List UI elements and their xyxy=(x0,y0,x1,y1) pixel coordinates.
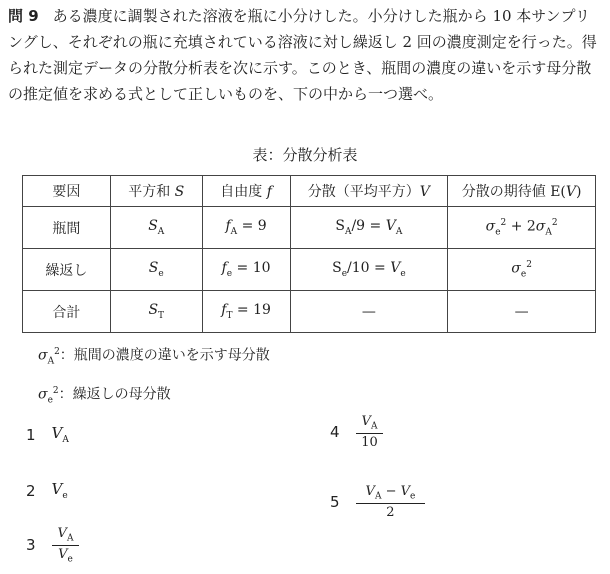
choice-number: 3 xyxy=(26,536,36,555)
notes xyxy=(38,337,270,416)
ems-cell: $\sigma_e^2$ xyxy=(448,249,596,291)
table-caption: 表：分散分析表 xyxy=(252,146,358,164)
header-expected-mean-square: 分散の期待値 E(V) xyxy=(448,176,596,207)
question-text: ある濃度に調製された溶液を瓶に小分けした。小分けした瓶から 10 本サンプリングし、それぞれの瓶に充填されている溶液に対し繰返し 2 回の濃度測定を行った。得られた測定データの分散分析表を次に示す。このとき、瓶間の濃度の違いを示す母分散の推定値を求める式として正しいものを、下の中から一つ選べ。 xyxy=(8,7,597,103)
table-row xyxy=(23,291,596,333)
choice-1[interactable] xyxy=(26,424,69,445)
ems-cell: — xyxy=(448,291,596,333)
choice-number: 4 xyxy=(330,422,340,441)
header-sum-of-squares: 平方和 S xyxy=(110,176,202,207)
ems-cell: $\sigma_e^2 + 2\sigma_A^2$ xyxy=(448,207,596,249)
choice-expression: $V_e$ xyxy=(51,480,68,501)
df-cell: $f_A = 9$ xyxy=(202,207,290,249)
question-block xyxy=(8,3,602,107)
ss-cell: $S_A$ xyxy=(110,207,202,249)
factor-cell: 繰返し xyxy=(23,249,111,291)
choice-fraction: $\frac{V_A}{10}$ xyxy=(356,414,384,450)
header-factor: 要因 xyxy=(23,176,111,207)
factor-cell: 瓶間 xyxy=(23,207,111,249)
table-header-row xyxy=(23,176,596,207)
table-row xyxy=(23,249,596,291)
table-row xyxy=(23,207,596,249)
choice-5[interactable] xyxy=(330,484,425,520)
anova-table xyxy=(22,175,596,333)
note-line: $\sigma_e^2$：繰返しの母分散 xyxy=(38,386,171,406)
choice-number: 2 xyxy=(26,481,36,500)
ms-cell: — xyxy=(290,291,448,333)
choice-3[interactable] xyxy=(26,526,79,564)
choice-4[interactable] xyxy=(330,414,383,450)
ms-cell: $S_A/9 = V_A$ xyxy=(290,207,448,249)
choice-number: 1 xyxy=(26,425,36,444)
question-number: 問 9 xyxy=(8,7,39,25)
ms-cell: $S_e/10 = V_e$ xyxy=(290,249,448,291)
df-cell: $f_T = 19$ xyxy=(202,291,290,333)
df-cell: $f_e = 10$ xyxy=(202,249,290,291)
header-degrees-of-freedom: 自由度 f xyxy=(202,176,290,207)
factor-cell: 合計 xyxy=(23,291,111,333)
header-mean-square: 分散（平均平方）V xyxy=(290,176,448,207)
note-line: $\sigma_A^2$：瓶間の濃度の違いを示す母分散 xyxy=(38,347,270,367)
ss-cell: $S_e$ xyxy=(110,249,202,291)
choice-fraction: $\frac{V_A - V_e}{2}$ xyxy=(356,484,426,520)
ss-cell: $S_T$ xyxy=(110,291,202,333)
choice-number: 5 xyxy=(330,492,340,511)
choice-fraction: $\frac{V_A}{V_e}$ xyxy=(52,526,80,564)
choice-2[interactable] xyxy=(26,480,68,501)
choice-expression: $V_A$ xyxy=(51,424,69,445)
